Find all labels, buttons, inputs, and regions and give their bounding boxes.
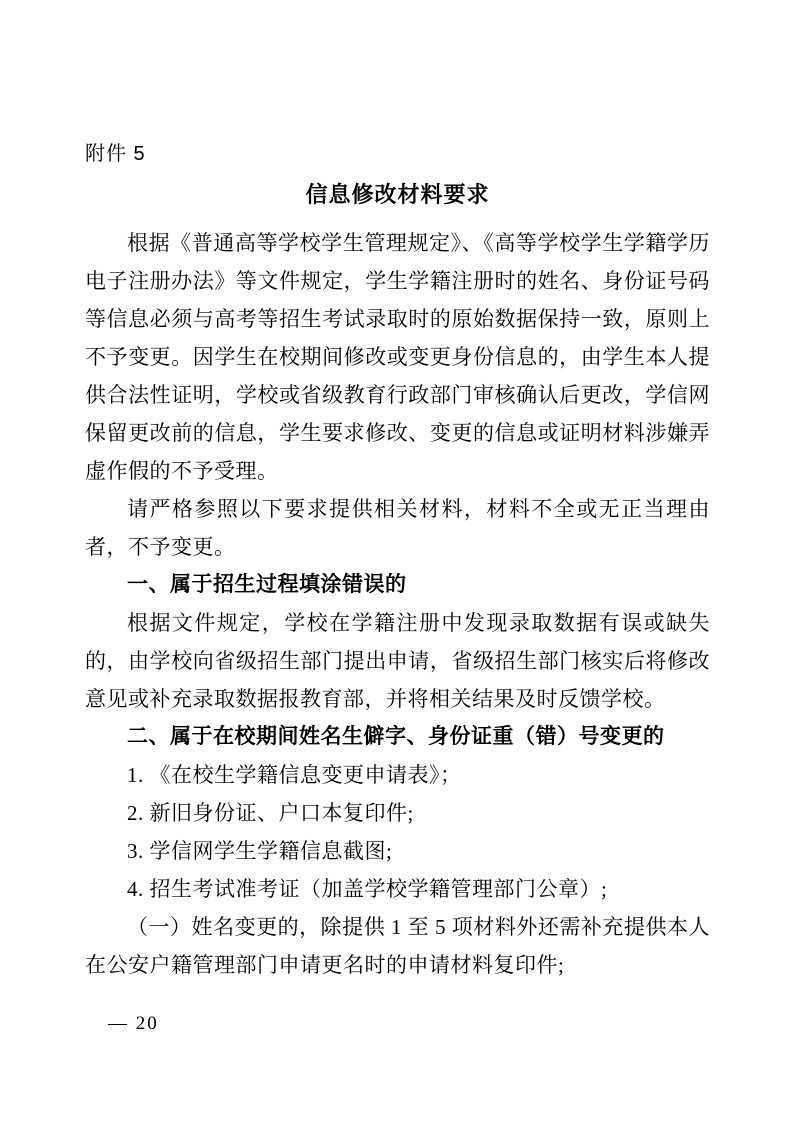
paragraph: （一）姓名变更的，除提供 1 至 5 项材料外还需补充提供本人在公安户籍管理部门申请更名时的申请材料复印件; [85, 915, 710, 977]
list-item: 2. 新旧身份证、户口本复印件; [127, 801, 414, 825]
list-item: 4. 招生考试准考证（加盖学校学籍管理部门公章）; [127, 877, 608, 901]
list-item: 1. 《在校生学籍信息变更申请表》； [127, 763, 462, 787]
document-content [85, 140, 710, 984]
paragraph: 根据文件规定，学校在学籍注册中发现录取数据有误或缺失的，由学校向省级招生部门提出申请，省级招生部门核实后将修改意见或补充录取数据报教育部，并将相关结果及时反馈学校。 [85, 611, 710, 711]
paragraph: 请严格参照以下要求提供相关材料，材料不全或无正当理由者，不予变更。 [85, 497, 710, 559]
section-heading: 二、属于在校期间姓名生僻字、身份证重（错）号变更的 [127, 725, 665, 748]
page-number: — 20 [108, 1013, 159, 1034]
list-item: 3. 学信网学生学籍信息截图; [127, 839, 393, 863]
paragraph: 根据《普通高等学校学生管理规定》、《高等学校学生学籍学历电子注册办法》等文件规定，学生学籍注册时的姓名、身份证号码等信息必须与高考等招生考试录取时的原始数据保持一致，原则上不予变更。因学生在校期间修改或变更身份信息的，由学生本人提供合法性证明，学校或省级教育行政部门审核确认后更改，学信网保留更改前的信息，学生要求修改、变更的信息或证明材料涉嫌弄虚作假的不予受理。 [85, 231, 710, 483]
page-footer [108, 1012, 159, 1036]
attachment-label: 附件 5 [85, 143, 146, 165]
document-body [85, 224, 710, 984]
page-title: 信息修改材料要求 [305, 182, 490, 207]
section-heading: 一、属于招生过程填涂错误的 [127, 573, 407, 596]
